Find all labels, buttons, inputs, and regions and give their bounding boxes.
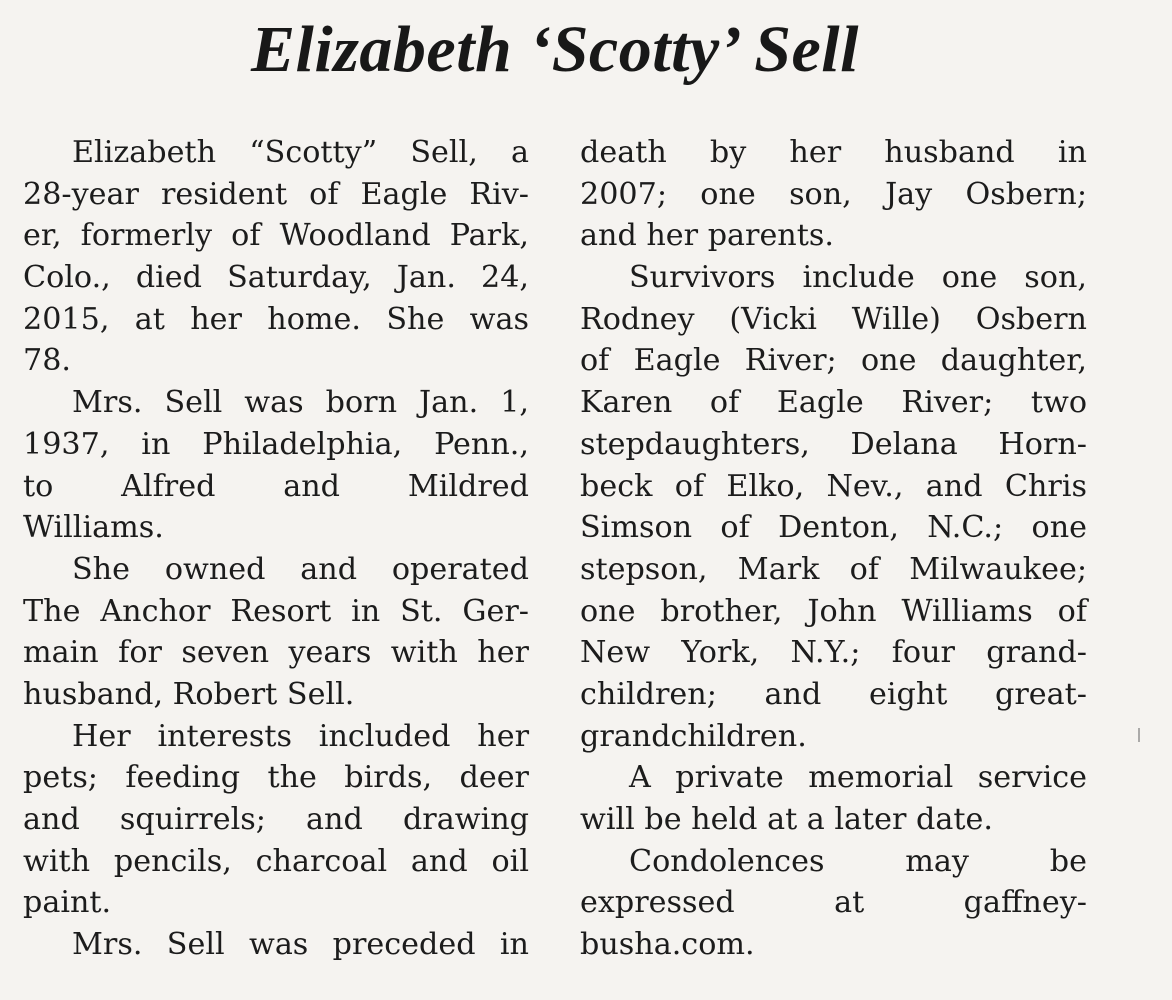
text-line: husband, Robert Sell.	[23, 676, 355, 712]
text-line: busha.com.	[580, 927, 755, 963]
text-line: Rodney (Vicki Wille) Osbern	[580, 301, 1087, 337]
text-line: er, formerly of Woodland Park,	[23, 218, 529, 254]
text-line: Karen of Eagle River; two	[580, 385, 1087, 421]
text-line: death by her husband in	[580, 135, 1087, 170]
text-line: to Alfred and Mildred	[23, 468, 529, 504]
text-line: children; and eight great-	[580, 676, 1087, 712]
text-line: 2015, at her home. She was	[23, 301, 529, 337]
text-line: Elizabeth “Scotty” Sell, a	[72, 135, 529, 170]
text-line: 78.	[23, 343, 72, 379]
text-line: Colo., died Saturday, Jan. 24,	[23, 260, 529, 296]
text-line: stepdaughters, Delana Horn-	[580, 426, 1087, 462]
text-line: and squirrels; and drawing	[23, 802, 529, 837]
text-line: will be held at a later date.	[580, 802, 993, 837]
text-line: A private memorial service	[629, 760, 1087, 796]
text-line: The Anchor Resort in St. Ger-	[23, 593, 529, 629]
text-line: Her interests included her	[72, 718, 529, 754]
text-line: main for seven years with her	[23, 635, 529, 671]
text-line: one brother, John Williams of	[580, 593, 1087, 629]
text-line: Condolences may be	[629, 843, 1087, 879]
obituary-left-column	[23, 132, 529, 966]
text-line: 2007; one son, Jay Osbern;	[580, 176, 1087, 212]
text-line: 1937, in Philadelphia, Penn.,	[23, 426, 529, 462]
text-line: stepson, Mark of Milwaukee;	[580, 551, 1087, 587]
text-line: expressed at gaffney-	[580, 885, 1087, 921]
text-line: grandchildren.	[580, 718, 807, 754]
text-line: with pencils, charcoal and oil	[23, 843, 529, 879]
text-line: paint.	[23, 885, 112, 921]
obituary-headline: Elizabeth ‘Scotty’ Sell	[251, 13, 859, 86]
text-line: pets; feeding the birds, deer	[23, 760, 529, 796]
text-line: of Eagle River; one daughter,	[580, 343, 1087, 379]
text-line: and her parents.	[580, 218, 834, 254]
text-line: New York, N.Y.; four grand-	[580, 635, 1087, 671]
text-line: 28-year resident of Eagle Riv-	[23, 176, 529, 212]
obituary-right-column	[580, 132, 1087, 966]
text-line: beck of Elko, Nev., and Chris	[580, 468, 1087, 504]
text-line: Williams.	[23, 510, 164, 546]
text-line: Simson of Denton, N.C.; one	[580, 510, 1087, 546]
paper-fold-mark	[1138, 728, 1140, 742]
text-line: Mrs. Sell was preceded in	[72, 927, 529, 963]
text-line: Mrs. Sell was born Jan. 1,	[72, 385, 529, 421]
text-line: She owned and operated	[72, 551, 529, 587]
text-line: Survivors include one son,	[629, 260, 1087, 296]
